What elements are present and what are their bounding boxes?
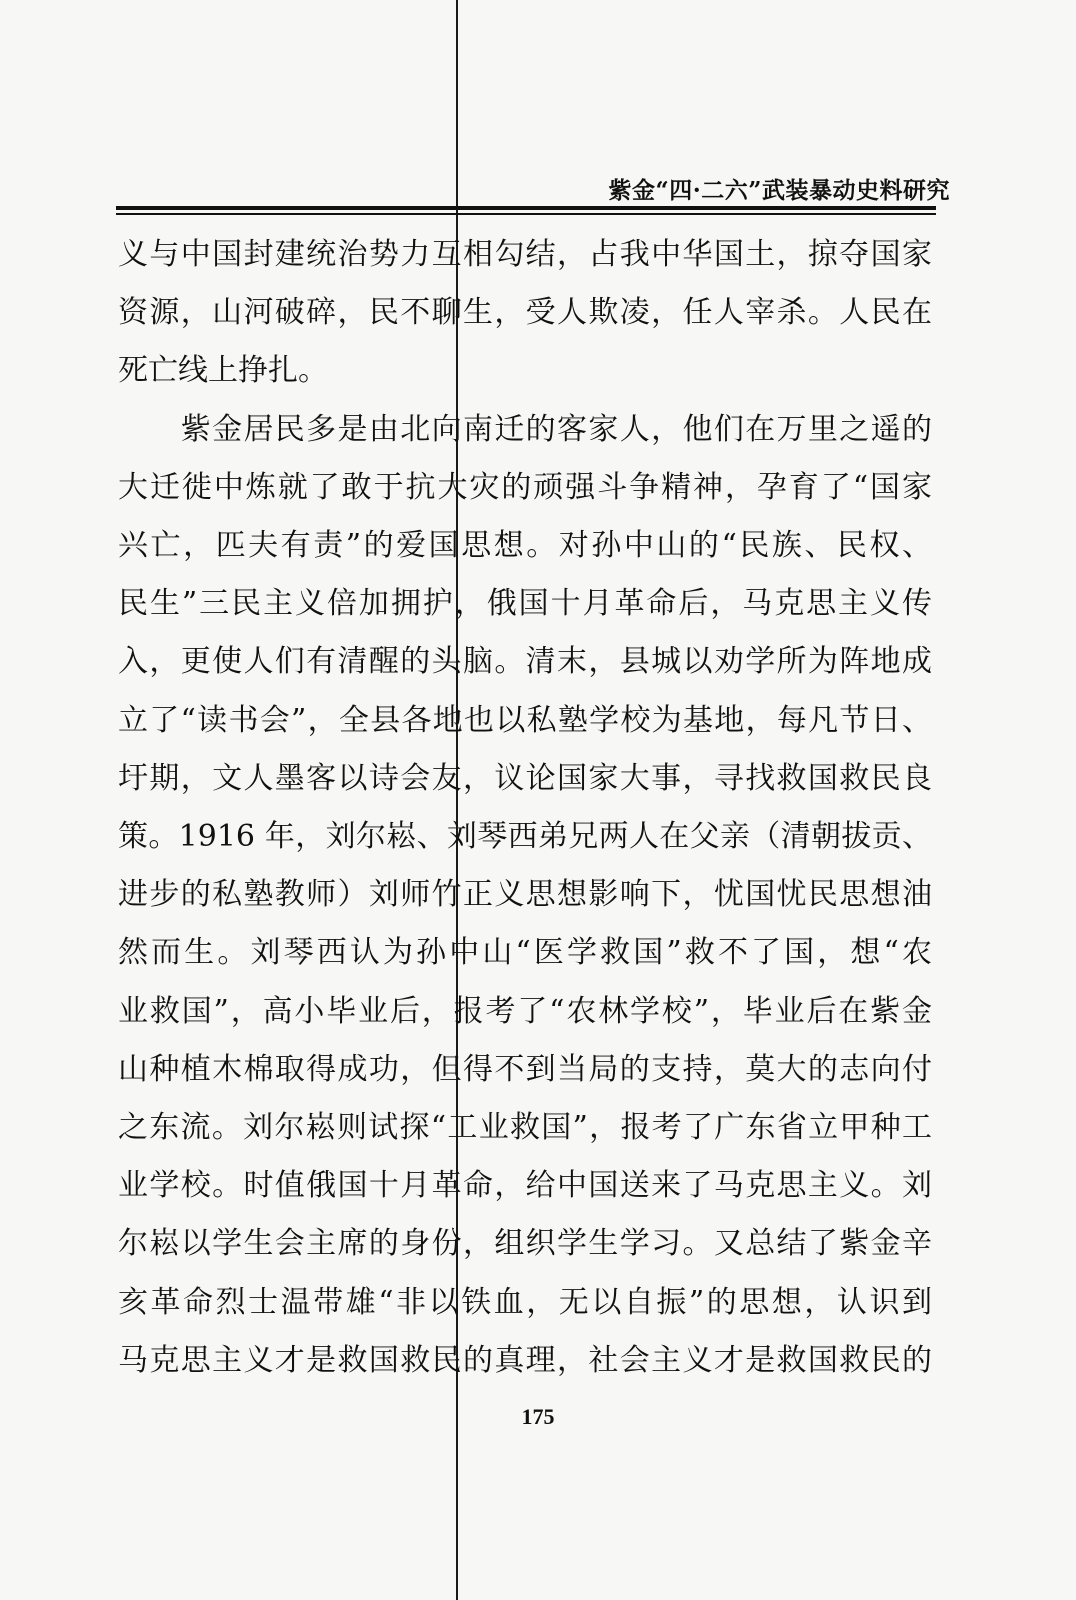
text-line: 然而生。刘琴西认为孙中山“医学救国”救不了国，想“农 (118, 935, 932, 971)
text-line: 马克思主义才是救国救民的真理，社会主义才是救国救民的 (118, 1342, 932, 1378)
paragraph (118, 226, 932, 401)
text-line: 策。1916 年，刘尔崧、刘琴西弟兄两人在父亲（清朝拔贡、 (118, 819, 932, 855)
text-line: 立了“读书会”，全县各地也以私塾学校为基地，每凡节日、 (118, 702, 932, 738)
text-line: 业救国”，高小毕业后，报考了“农林学校”，毕业后在紫金 (118, 993, 932, 1029)
page-number: 175 (521, 1404, 555, 1429)
text-line: 入，更使人们有清醒的头脑。清末，县城以劝学所为阵地成 (118, 644, 932, 680)
text-line: 兴亡，匹夫有责”的爱国思想。对孙中山的“民族、民权、 (118, 528, 932, 564)
text-line: 尔崧以学生会主席的身份，组织学生学习。又总结了紫金辛 (118, 1226, 932, 1262)
text-line: 进步的私塾教师）刘师竹正义思想影响下，忧国忧民思想油 (118, 877, 932, 913)
header-rule-thick (116, 206, 936, 210)
text-line: 亥革命烈士温带雄“非以铁血，无以自振”的思想，认识到 (118, 1284, 932, 1320)
running-header-title: 紫金“四·二六”武装暴动史料研究 (608, 177, 950, 204)
text-line: 之东流。刘尔崧则试探“工业救国”，报考了广东省立甲种工 (118, 1110, 932, 1146)
text-line: 民生”三民主义倍加拥护，俄国十月革命后，马克思主义传 (118, 586, 932, 622)
body-text (118, 226, 932, 1390)
text-line: 义与中国封建统治势力互相勾结，占我中华国土，掠夺国家 (118, 237, 932, 272)
text-line: 山种植木棉取得成功，但得不到当局的支持，莫大的志向付 (118, 1051, 932, 1087)
text-line: 死亡线上挣扎。 (118, 353, 328, 389)
text-line: 大迁徙中炼就了敢于抗大灾的顽强斗争精神，孕育了“国家 (118, 469, 932, 505)
text-line: 圩期，文人墨客以诗会友，议论国家大事，寻找救国救民良 (118, 760, 932, 796)
text-line: 资源，山河破碎，民不聊生，受人欺凌，任人宰杀。人民在 (118, 295, 932, 331)
header-rule-thin (116, 213, 936, 215)
paragraph (118, 401, 932, 1390)
text-line: 业学校。时值俄国十月革命，给中国送来了马克思主义。刘 (118, 1168, 932, 1204)
text-line: 紫金居民多是由北向南迁的客家人，他们在万里之遥的 (118, 411, 932, 447)
